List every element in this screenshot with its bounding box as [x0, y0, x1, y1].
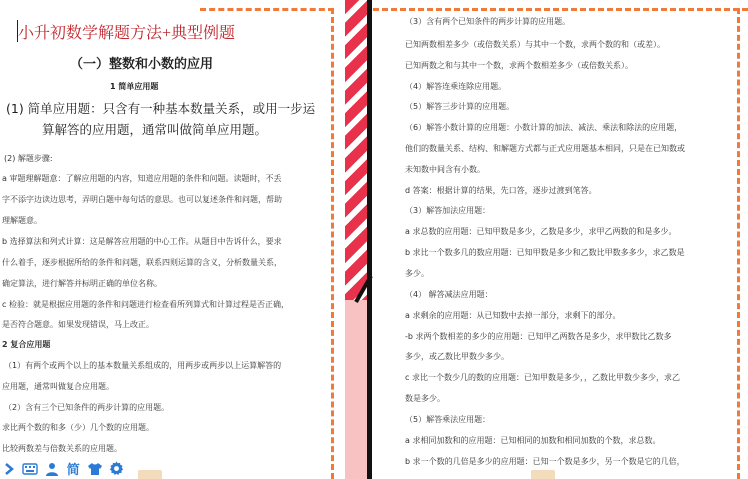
paragraph-line[interactable]: 多少。: [405, 269, 429, 278]
chevron-right-icon[interactable]: [0, 460, 18, 478]
user-icon[interactable]: [43, 460, 61, 478]
paragraph-line[interactable]: 求比两个数的和多（少）几个数的应用题。: [2, 423, 154, 432]
paragraph-line[interactable]: （6）解答小数计算的应用题：小数计算的加法、减法、乘法和除法的应用题，: [405, 123, 683, 132]
shirt-icon[interactable]: [86, 460, 104, 478]
paragraph-line[interactable]: （4） 解答减法应用题：: [405, 290, 493, 299]
paragraph-line[interactable]: （4）解答连乘连除应用题。: [405, 82, 507, 91]
paragraph-line[interactable]: （5）解答三步计算的应用题。: [405, 102, 515, 111]
page-border-top: [200, 8, 334, 11]
paragraph-line[interactable]: 确定算法，进行解答并标明正确的单位名称。: [2, 279, 162, 288]
paragraph-line[interactable]: b 求比一个数多几的数应用题：已知甲数是多少和乙数比甲数多多少，求乙数是: [405, 248, 685, 257]
subsection-heading[interactable]: 1 简单应用题: [110, 82, 159, 91]
paragraph-line[interactable]: b 求一个数的几倍是多少的应用题：已知一个数是多少，另一个数是它的几倍，: [405, 457, 685, 466]
paragraph-line[interactable]: 字不添字边读边思考，弄明白题中每句话的意思。也可以复述条件和问题，帮助: [2, 195, 282, 204]
paragraph-line[interactable]: （3）解答加法应用题：: [405, 206, 491, 215]
page-divider-line: [367, 0, 372, 479]
page-border-top: [373, 8, 748, 11]
definition-line-2[interactable]: 算解答的应用题，通常叫做简单应用题。: [42, 122, 268, 137]
paragraph-line[interactable]: b 选择算法和列式计算：这是解答应用题的中心工作。从题目中告诉什么，要求: [2, 237, 282, 246]
page-border-right: [331, 8, 334, 479]
paragraph-line[interactable]: -b 求两个数相差的多少的应用题：已知甲乙两数各是多少，求甲数比乙数多: [405, 332, 672, 341]
paragraph-line[interactable]: 是否符合题意。如果发现错误，马上改正。: [2, 320, 154, 329]
paragraph-line[interactable]: 比较两数差与倍数关系的应用题。: [2, 444, 122, 453]
paragraph-line[interactable]: 应用题，通常叫做复合应用题。: [2, 382, 114, 391]
document-title[interactable]: 小升初数学解题方法+典型例题: [18, 25, 236, 42]
paragraph-line[interactable]: （1）有两个或两个以上的基本数量关系组成的，用两步或两步以上运算解答的: [4, 361, 282, 370]
decorative-stripe-band: [345, 0, 367, 300]
left-document-page: [0, 0, 342, 479]
paragraph-line[interactable]: a 审题理解题意：了解应用题的内容，知道应用题的条件和问题。读题时，不丢: [2, 174, 282, 183]
page-border-right: [737, 8, 740, 479]
paragraph-line[interactable]: (2) 解题步骤:: [4, 154, 53, 163]
simplified-chinese-icon[interactable]: 简: [66, 463, 80, 478]
paragraph-line[interactable]: a 求剩余的应用题：从已知数中去掉一部分，求剩下的部分。: [405, 311, 621, 320]
keyboard-icon[interactable]: [22, 460, 40, 478]
paragraph-line[interactable]: c 检验：就是根据应用题的条件和问题进行检查看所列算式和计算过程是否正确，: [2, 300, 289, 309]
paragraph-line[interactable]: （3）含有两个已知条件的两步计算的应用题。: [405, 17, 571, 26]
paragraph-line[interactable]: 他们的数量关系、结构、和解题方式都与正式应用题基本相同，只是在已知数或: [405, 144, 685, 153]
paragraph-line[interactable]: （2）含有三个已知条件的两步计算的应用题。: [4, 403, 170, 412]
gear-icon[interactable]: [108, 460, 126, 478]
paragraph-line[interactable]: d 答案：根据计算的结果，先口答，逐步过渡到笔答。: [405, 186, 597, 195]
page-tab-marker: [138, 470, 162, 479]
page-tab-marker: [531, 470, 555, 479]
paragraph-line[interactable]: 理解题意。: [2, 216, 42, 225]
ime-toolbar: [0, 458, 125, 479]
subsection-heading[interactable]: 2 复合应用题: [2, 340, 51, 349]
paragraph-line[interactable]: 数是多少。: [405, 394, 445, 403]
paragraph-line[interactable]: 已知两数相差多少（或倍数关系）与其中一个数，求两个数的和（或差）。: [405, 40, 665, 49]
paragraph-line[interactable]: 什么着手，逐步根据所给的条件和问题，联系四则运算的含义，分析数量关系，: [2, 258, 282, 267]
decorative-pink-band: [345, 300, 367, 479]
paragraph-line[interactable]: a 求相同加数和的应用题：已知相同的加数和相同加数的个数，求总数。: [405, 436, 661, 445]
paragraph-line[interactable]: a 求总数的应用题：已知甲数是多少，乙数是多少，求甲乙两数的和是多少。: [405, 227, 677, 236]
right-document-page: [373, 0, 748, 479]
paragraph-line[interactable]: 未知数中间含有小数。: [405, 165, 485, 174]
paragraph-line[interactable]: （5）解答乘法应用题：: [405, 415, 491, 424]
paragraph-line[interactable]: 多少，或乙数比甲数少多少。: [405, 352, 509, 361]
paragraph-line[interactable]: c 求比一个数少几的数的应用题：已知甲数是多少，，乙数比甲数少多少，求乙: [405, 373, 680, 382]
paragraph-line[interactable]: 已知两数之和与其中一个数，求两个数相差多少（或倍数关系）。: [405, 61, 633, 70]
definition-line-1[interactable]: (1) 简单应用题：只含有一种基本数量关系，或用一步运: [6, 101, 316, 116]
section-heading[interactable]: （一）整数和小数的应用: [70, 57, 214, 72]
